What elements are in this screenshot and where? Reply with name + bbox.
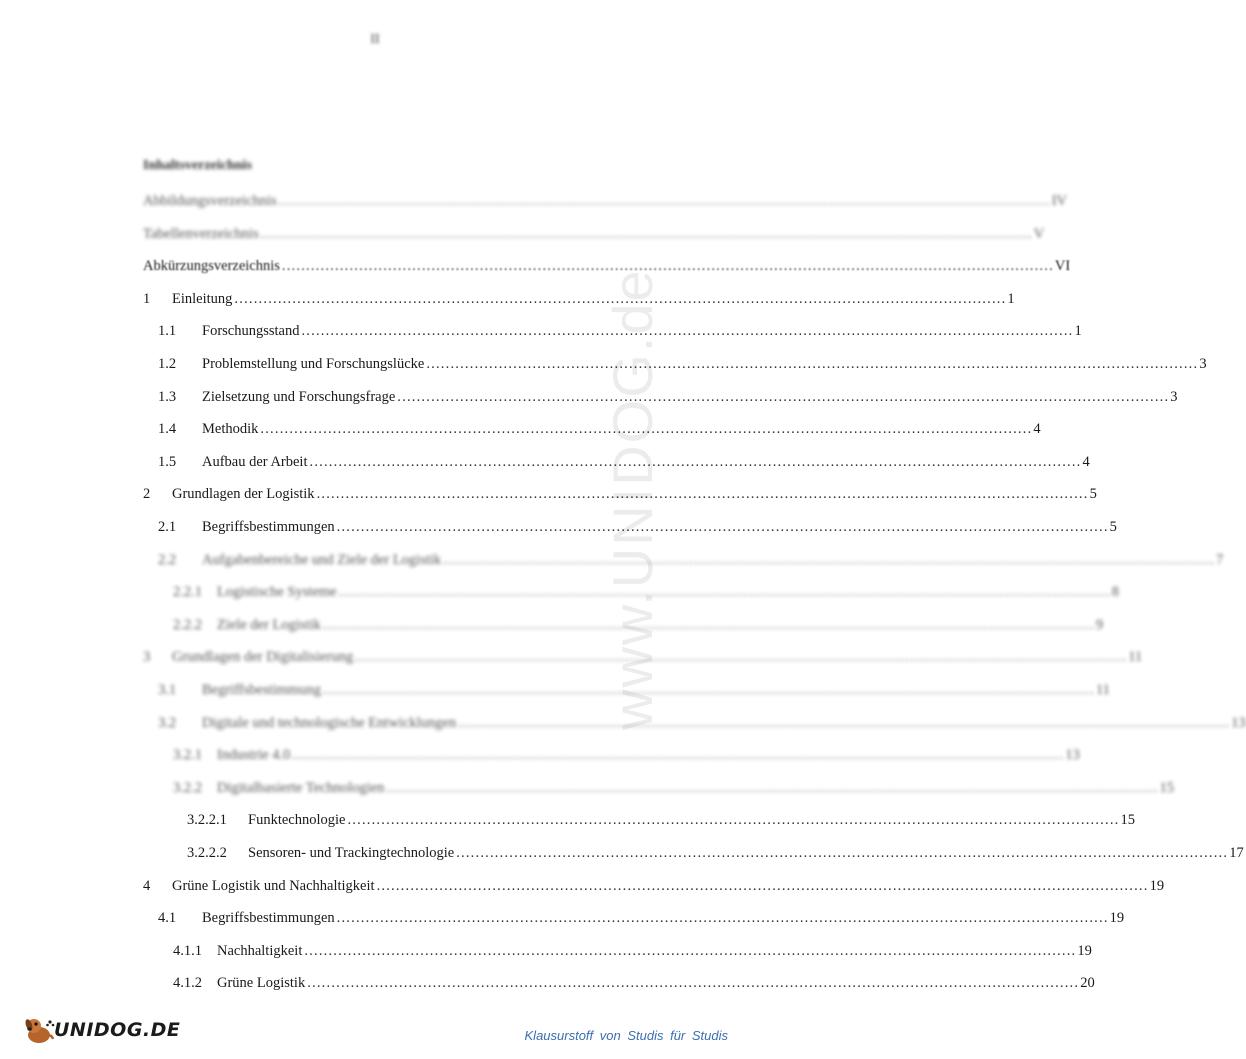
toc-entry-label: Grundlagen der Logistik: [172, 486, 315, 503]
toc-dot-leader: ................................................................................................................................................................: [458, 714, 1231, 731]
toc-dot-leader: ................................................................................................................................................................: [234, 290, 1007, 307]
toc-entry[interactable]: [0, 353, 1207, 375]
toc-entry-page: 5: [1109, 519, 1117, 535]
toc-entry-page: V: [1033, 225, 1045, 242]
toc-entry-page: 3: [1170, 388, 1178, 405]
toc-entry-number: 2: [143, 486, 151, 503]
toc-entry-label: Grüne Logistik und Nachhaltigkeit: [172, 877, 375, 894]
toc-entry-page: 15: [1120, 812, 1135, 829]
toc-entry-page: 15: [1159, 779, 1174, 796]
toc-entry-page: 11: [1095, 682, 1110, 698]
toc-dot-leader: ................................................................................................................................................................: [456, 845, 1229, 861]
toc-entry-page: 4: [1082, 453, 1090, 470]
toc-entry-page: 19: [1077, 942, 1092, 959]
toc-dot-leader: ................................................................................................................................................................: [336, 519, 1109, 535]
toc-entry[interactable]: [0, 581, 1119, 603]
toc-entry-label: Zielsetzung und Forschungsfrage: [202, 388, 396, 405]
toc-entry-label: Industrie 4.0: [217, 747, 291, 764]
toc-dot-leader: ................................................................................................................................................................: [322, 616, 1095, 633]
toc-dot-leader: ................................................................................................................................................................: [347, 812, 1120, 829]
toc-entry-page: IV: [1051, 193, 1068, 209]
toc-entry-page: 20: [1080, 975, 1095, 992]
toc-entry[interactable]: [0, 842, 1244, 864]
footer-slogan: Klausurstoff von Studis für Studis: [524, 1028, 728, 1043]
toc-entry-label: Begriffsbestimmungen: [202, 910, 335, 927]
toc-entry-label: Logistische Systeme: [217, 584, 337, 601]
toc-entry-page: 13: [1231, 714, 1246, 731]
toc-entry-label: Digitale und technologische Entwicklungen: [202, 714, 457, 731]
toc-entry[interactable]: [0, 972, 1095, 994]
toc-entry-number: 2.2.1: [173, 584, 202, 601]
toc-entry-number: 4: [143, 877, 151, 894]
toc-entry-page: VI: [1054, 258, 1071, 275]
toc-entry-label: Aufgabenbereiche und Ziele der Logistik: [202, 551, 442, 568]
toc-dot-leader: ................................................................................................................................................................: [301, 323, 1074, 340]
toc-entry-number: 2.2: [158, 551, 177, 568]
toc-entry[interactable]: [0, 190, 1068, 212]
toc-entry-page: 19: [1149, 877, 1165, 894]
toc-entry[interactable]: [0, 679, 1110, 701]
toc-entry[interactable]: [0, 777, 1174, 799]
toc-entry[interactable]: [0, 744, 1080, 766]
toc-entry[interactable]: [0, 614, 1104, 636]
toc-dot-leader: ................................................................................................................................................................: [443, 551, 1216, 568]
toc-entry[interactable]: [0, 907, 1125, 929]
toc-entry-page: 5: [1089, 486, 1097, 503]
toc-entry-page: 8: [1111, 584, 1119, 601]
toc-entry[interactable]: [0, 320, 1082, 342]
toc-entry-label: Begriffsbestimmungen: [202, 519, 335, 535]
toc-entry[interactable]: [0, 255, 1071, 277]
toc-entry-label: Abbildungsverzeichnis: [143, 193, 277, 209]
toc-entry-number: 1.4: [158, 421, 177, 438]
toc-entry-label: Begriffsbestimmung: [202, 682, 321, 698]
toc-entry-label: Sensoren- und Trackingtechnologie: [248, 845, 455, 861]
toc-entry-number: 1: [143, 290, 151, 307]
toc-entry-page: 11: [1128, 649, 1143, 666]
toc-entry[interactable]: [0, 712, 1246, 734]
toc-entry-label: Digitalbasierte Technologien: [217, 779, 385, 796]
toc-entry-page: 4: [1033, 421, 1041, 438]
toc-entry-label: Methodik: [202, 421, 259, 438]
toc-entry[interactable]: [0, 483, 1097, 505]
toc-entry-number: 3.2.2: [173, 779, 202, 796]
dog-mascot-icon: [22, 1013, 56, 1047]
toc-entry[interactable]: [0, 875, 1165, 897]
toc-entry-number: 4.1.1: [173, 942, 202, 959]
toc-dot-leader: ................................................................................................................................................................: [309, 453, 1082, 470]
toc-entry-label: Einleitung: [172, 290, 233, 307]
toc-dot-leader: ................................................................................................................................................................: [316, 486, 1089, 503]
toc-entry-label: Problemstellung und Forschungslücke: [202, 356, 425, 372]
toc-entry-label: Aufbau der Arbeit: [202, 453, 308, 470]
logo-text: UNIDOG.DE: [54, 1019, 181, 1041]
toc-entry[interactable]: [0, 288, 1015, 310]
toc-entry-label: Tabellenverzeichnis: [143, 225, 259, 242]
toc-entry-number: 3.2.2.2: [187, 845, 227, 861]
toc-entry-page: 3: [1199, 356, 1207, 372]
toc-entry-label: Abkürzungsverzeichnis: [143, 258, 280, 275]
toc-entry-label: Ziele der Logistik: [217, 616, 321, 633]
watermark: www.UNIDOG.de: [601, 268, 664, 730]
toc-entry-number: 2.1: [158, 519, 177, 535]
toc-dot-leader: ................................................................................................................................................................: [336, 910, 1109, 927]
toc-entry[interactable]: [0, 646, 1143, 668]
toc-entry-number: 1.2: [158, 356, 177, 372]
toc-entry-number: 1.1: [158, 323, 177, 340]
toc-entry-label: Forschungsstand: [202, 323, 300, 340]
toc-dot-leader: ................................................................................................................................................................: [386, 779, 1159, 796]
toc-dot-leader: ................................................................................................................................................................: [426, 356, 1199, 372]
toc-dot-leader: ................................................................................................................................................................: [260, 421, 1033, 438]
toc-dot-leader: ................................................................................................................................................................: [281, 258, 1054, 275]
toc-entry-page: 7: [1216, 551, 1224, 568]
toc-dot-leader: ................................................................................................................................................................: [355, 649, 1128, 666]
toc-entry[interactable]: [0, 940, 1092, 962]
toc-entry[interactable]: [0, 809, 1135, 831]
toc-dot-leader: ................................................................................................................................................................: [376, 877, 1149, 894]
toc-entry-page: 1: [1007, 290, 1015, 307]
toc-entry-page: 9: [1095, 616, 1104, 633]
toc-entry-page: 19: [1109, 910, 1125, 927]
unidog-logo[interactable]: [22, 1012, 180, 1048]
toc-dot-leader: ................................................................................................................................................................: [278, 193, 1051, 209]
toc-entry-number: 2.2.2: [173, 616, 202, 633]
toc-dot-leader: ................................................................................................................................................................: [292, 747, 1065, 764]
toc-entry-number: 3.2.1: [173, 747, 202, 764]
toc-dot-leader: ................................................................................................................................................................: [304, 942, 1077, 959]
toc-entry-label: Funktechnologie: [248, 812, 346, 829]
toc-entry-number: 3.2: [158, 714, 177, 731]
toc-entry-page: 13: [1065, 747, 1080, 764]
toc-entry[interactable]: [0, 451, 1090, 473]
toc-entry-label: Nachhaltigkeit: [217, 942, 303, 959]
toc-entry-number: 1.3: [158, 388, 177, 405]
page-number: II: [370, 32, 380, 47]
toc-entry[interactable]: [0, 418, 1041, 440]
toc-entry-number: 4.1: [158, 910, 177, 927]
toc-dot-leader: ................................................................................................................................................................: [322, 682, 1095, 698]
toc-entry-number: 1.5: [158, 453, 177, 470]
toc-entry[interactable]: [0, 223, 1045, 245]
toc-title: Inhaltsverzeichnis: [143, 158, 252, 173]
toc-entry[interactable]: [0, 516, 1117, 538]
toc-entry-number: 4.1.2: [173, 975, 202, 992]
toc-entry-number: 3.2.2.1: [187, 812, 227, 829]
toc-entry[interactable]: [0, 386, 1178, 408]
toc-entry[interactable]: [0, 549, 1224, 571]
toc-entry-number: 3: [143, 649, 151, 666]
toc-entry-number: 3.1: [158, 682, 177, 698]
toc-entry-label: Grundlagen der Digitalisierung: [172, 649, 354, 666]
toc-dot-leader: ................................................................................................................................................................: [397, 388, 1170, 405]
toc-entry-page: 17: [1229, 845, 1244, 861]
toc-entry-label: Grüne Logistik: [217, 975, 306, 992]
toc-dot-leader: ................................................................................................................................................................: [307, 975, 1080, 992]
toc-dot-leader: ................................................................................................................................................................: [338, 584, 1111, 601]
toc-entry-page: 1: [1074, 323, 1082, 340]
toc-dot-leader: ................................................................................................................................................................: [260, 225, 1033, 242]
